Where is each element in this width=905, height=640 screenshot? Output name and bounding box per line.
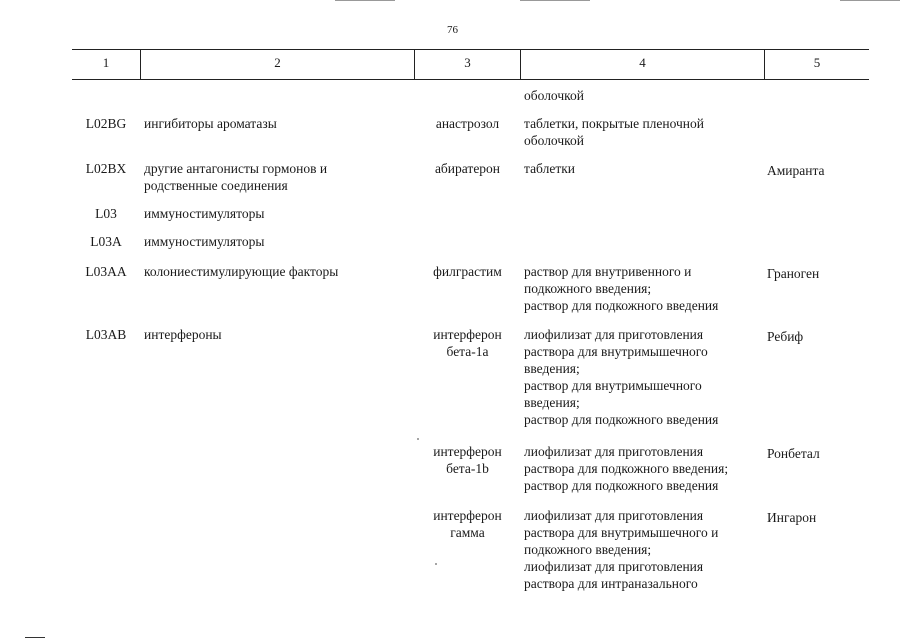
header-col-1: 1 — [102, 55, 110, 70]
dosage-form: раствор для подкожного введения — [524, 298, 719, 313]
dosage-form: введения; — [524, 395, 580, 410]
dosage-form: лиофилизат для приготовления — [524, 559, 704, 574]
substance-name: бета-1a — [446, 344, 489, 359]
dosage-form: подкожного введения; — [524, 542, 652, 557]
group-name: колониестимулирующие факторы — [144, 264, 339, 279]
dosage-form: лиофилизат для приготовления — [524, 327, 704, 342]
atc-code: L03AA — [85, 264, 127, 279]
substance-name: интерферон — [433, 327, 502, 342]
page-number: 76 — [447, 24, 458, 36]
dosage-form: оболочкой — [524, 133, 584, 148]
dosage-form: подкожного введения; — [524, 281, 652, 296]
group-name: другие антагонисты гормонов и — [144, 161, 328, 176]
group-name: иммуностимуляторы — [144, 234, 265, 249]
dosage-form: таблетки, покрытые пленочной — [524, 116, 705, 131]
dosage-form: раствора для внутримышечного и — [524, 525, 719, 540]
dosage-form: лиофилизат для приготовления — [524, 444, 704, 459]
scan-speck — [417, 438, 419, 440]
dosage-form: раствора для внутримышечного — [524, 344, 708, 359]
atc-code: L02BX — [85, 161, 127, 176]
group-name: иммуностимуляторы — [144, 206, 265, 221]
scan-artifact — [25, 637, 45, 638]
trade-name: Ронбетал — [767, 446, 820, 461]
dosage-form: раствор для подкожного введения — [524, 478, 719, 493]
scan-artifact — [840, 0, 900, 1]
header-col-5: 5 — [813, 55, 821, 70]
dosage-form: введения; — [524, 361, 580, 376]
substance-name: интерферон — [433, 508, 502, 523]
atc-code: L03AB — [85, 327, 127, 342]
substance-name: гамма — [450, 525, 485, 540]
dosage-form: таблетки — [524, 161, 576, 176]
substance-name: филграстим — [433, 264, 502, 279]
header-col-4: 4 — [639, 55, 646, 70]
scan-artifact — [335, 0, 395, 1]
trade-name: Граноген — [767, 266, 820, 281]
dosage-form: оболочкой — [524, 88, 584, 103]
substance-name: бета-1b — [446, 461, 489, 476]
group-name: ингибиторы ароматазы — [144, 116, 277, 131]
dosage-form: лиофилизат для приготовления — [524, 508, 704, 523]
atc-code: L02BG — [85, 116, 127, 131]
group-name: интерфероны — [144, 327, 222, 342]
dosage-form: раствора для подкожного введения; — [524, 461, 729, 476]
dosage-form: раствор для внутривенного и — [524, 264, 692, 279]
header-col-2: 2 — [274, 55, 281, 70]
substance-name: абиратерон — [434, 161, 501, 176]
trade-name: Амиранта — [767, 163, 825, 178]
trade-name: Ребиф — [767, 329, 804, 344]
scan-speck — [435, 563, 437, 565]
trade-name: Ингарон — [767, 510, 817, 525]
group-name: родственные соединения — [144, 178, 288, 193]
substance-name: интерферон — [433, 444, 502, 459]
atc-code: L03A — [90, 234, 122, 249]
substance-name: анастрозол — [435, 116, 500, 131]
atc-code: L03 — [95, 206, 117, 221]
dosage-form: раствор для внутримышечного — [524, 378, 702, 393]
scan-artifact — [520, 0, 590, 1]
header-col-3: 3 — [464, 55, 471, 70]
dosage-form: раствора для интраназального — [524, 576, 698, 591]
dosage-form: раствор для подкожного введения — [524, 412, 719, 427]
